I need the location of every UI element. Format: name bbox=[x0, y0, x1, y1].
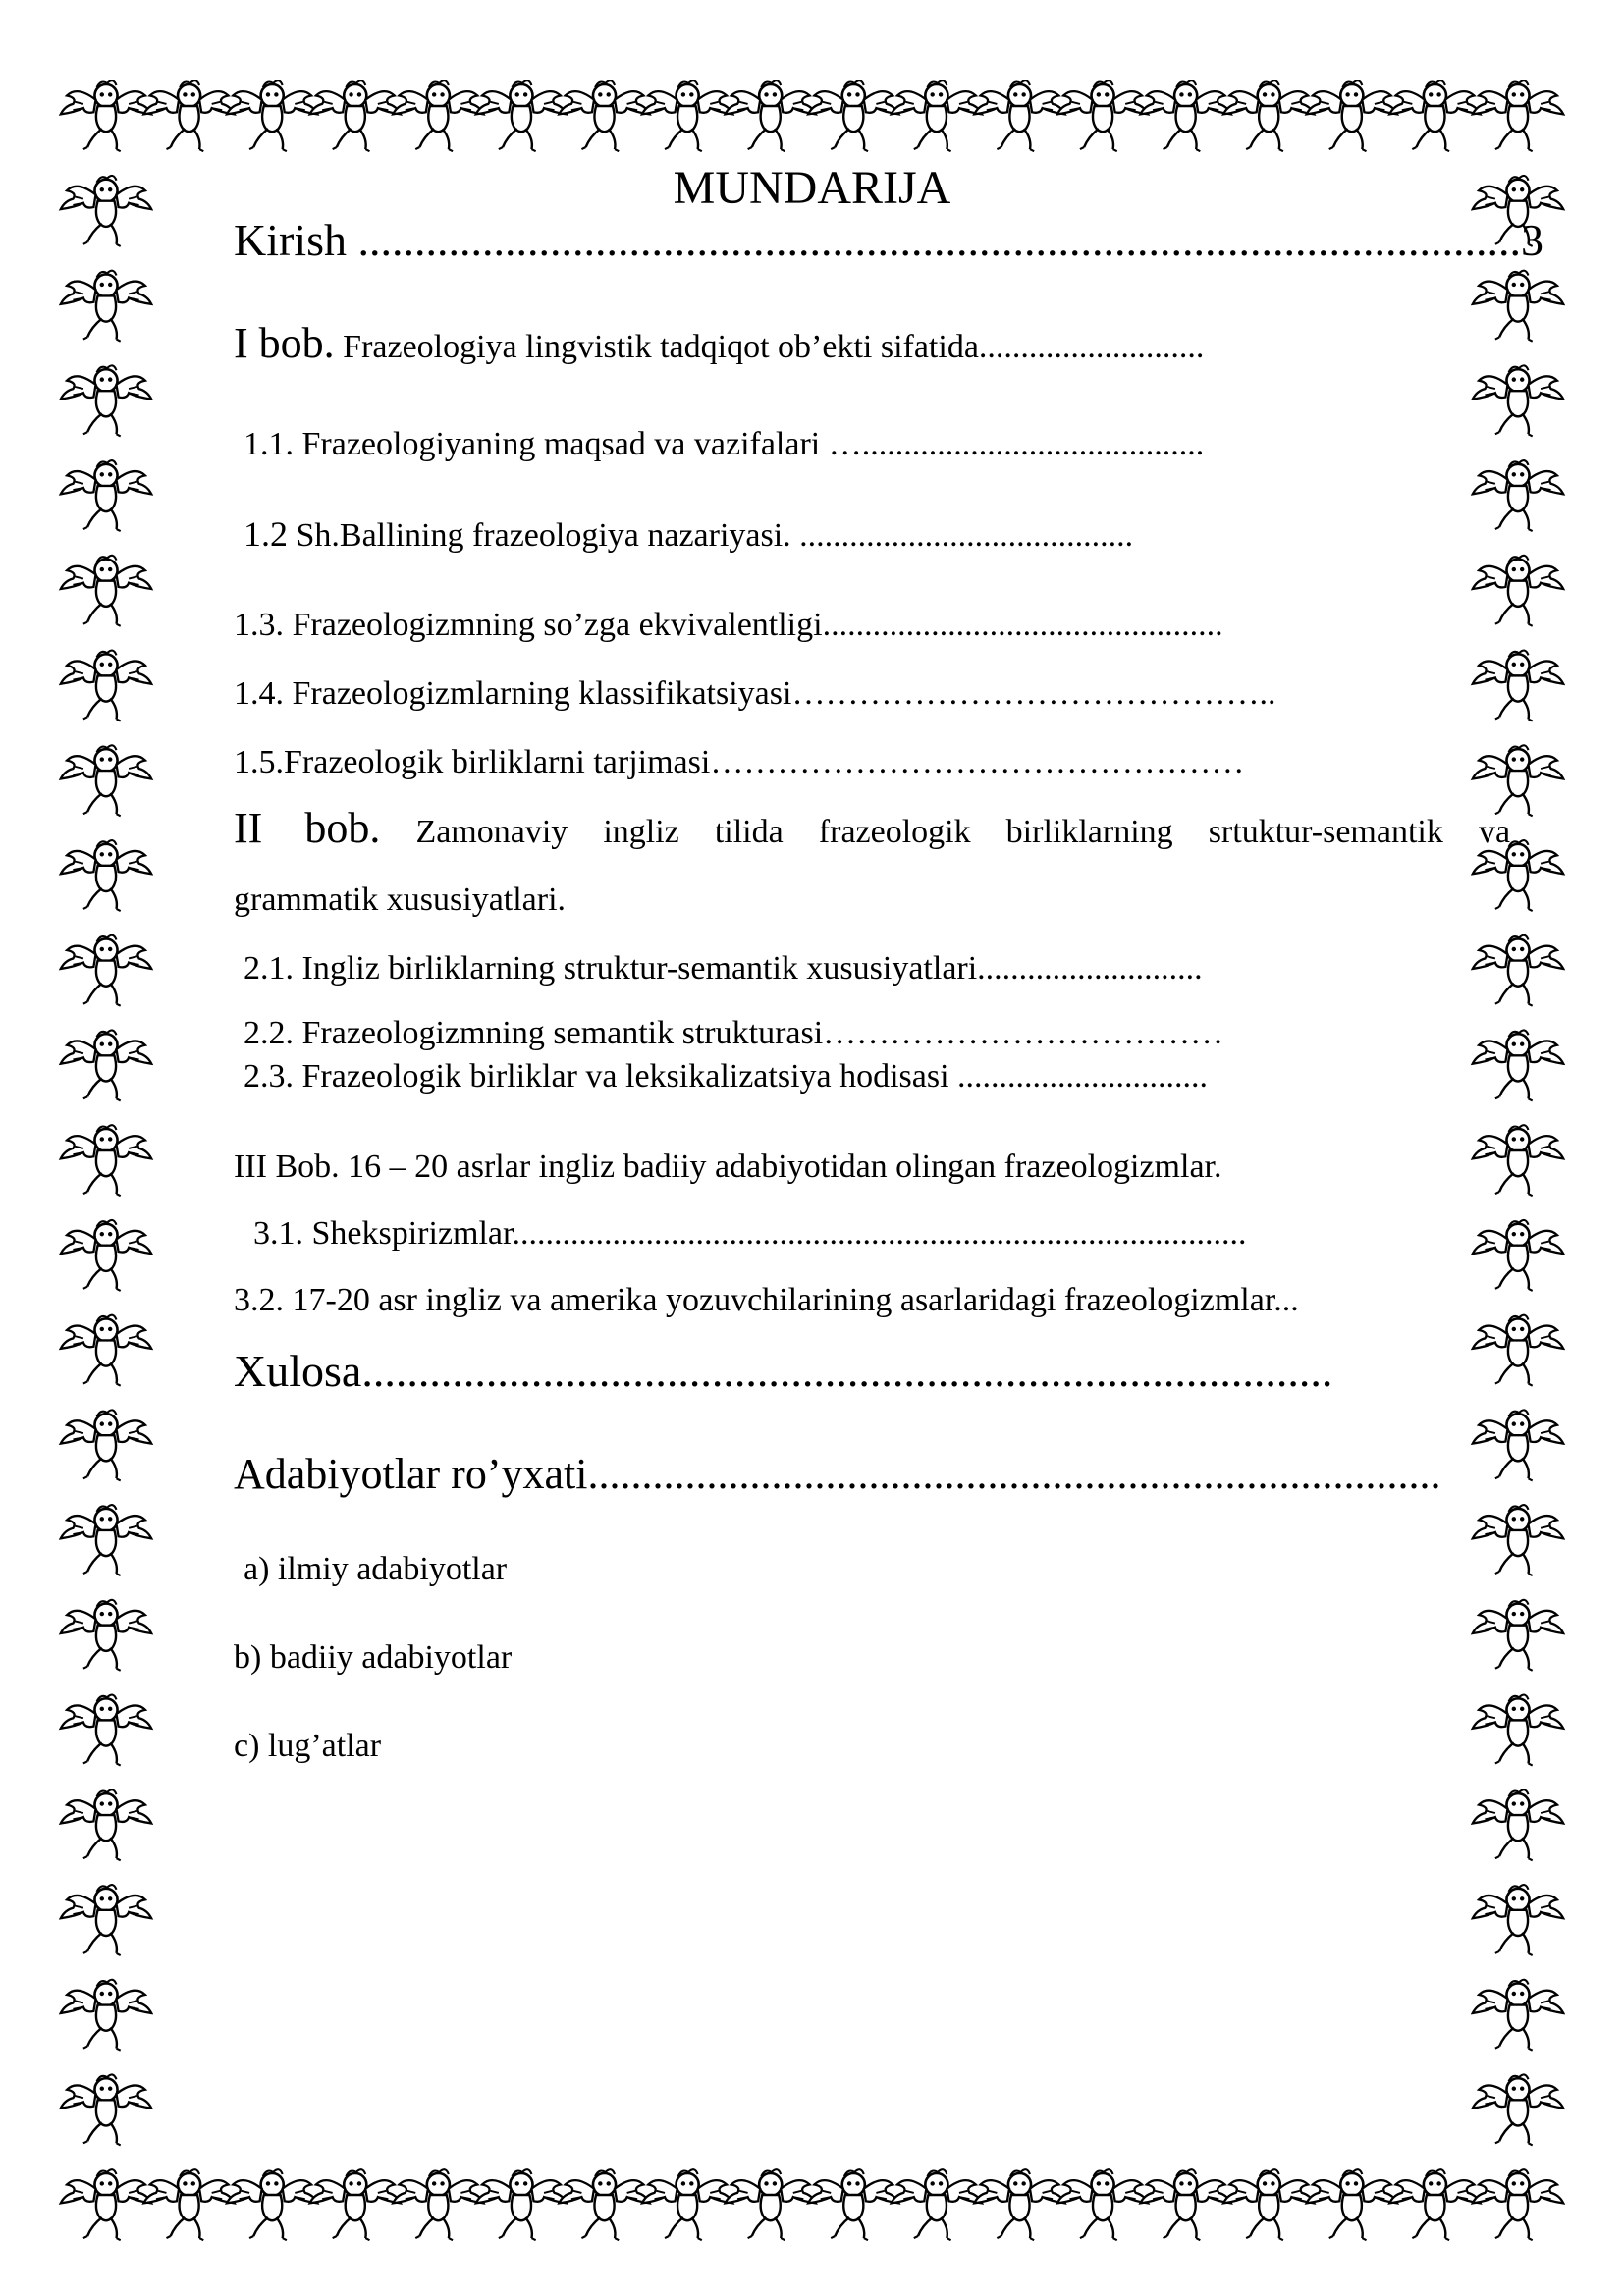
cherub-icon bbox=[1473, 1410, 1563, 1480]
cherub-icon bbox=[559, 80, 649, 151]
cherub-icon bbox=[61, 840, 151, 911]
toc-entry-1-2 bbox=[244, 516, 1133, 553]
cherub-icon bbox=[1140, 2169, 1230, 2240]
toc-entry-1-4: 1.4. Frazeologizmlarning klassifikatsiyasi…………………………………….. bbox=[234, 675, 1276, 712]
cherub-icon bbox=[310, 80, 401, 151]
cherub-icon bbox=[726, 2169, 816, 2240]
toc-entry-xulosa: Xulosa...................................................................................... bbox=[234, 1346, 1333, 1396]
cherub-icon bbox=[1473, 1220, 1563, 1291]
cherub-icon bbox=[1473, 1315, 1563, 1386]
toc-entry-chapter-2-continued: grammatik xususiyatlari. bbox=[234, 881, 567, 918]
cherub-icon bbox=[1057, 2169, 1148, 2240]
cherub-icon bbox=[1389, 2169, 1480, 2240]
cherub-icon bbox=[1473, 2169, 1563, 2240]
toc-chapter-word: ingliz bbox=[603, 814, 679, 850]
toc-chapter-label: I bob. bbox=[234, 319, 335, 367]
cherub-icon bbox=[143, 2169, 234, 2240]
cherub-icon bbox=[1473, 460, 1563, 531]
cherub-icon bbox=[227, 2169, 317, 2240]
cherub-icon bbox=[1473, 1789, 1563, 1860]
cherub-icon bbox=[393, 2169, 483, 2240]
cherub-icon bbox=[1473, 365, 1563, 436]
toc-entry-chapter-3: III Bob. 16 – 20 asrlar ingliz badiiy adabiyotidan olingan frazeologizmlar. bbox=[234, 1148, 1222, 1185]
cherub-icon bbox=[1473, 1030, 1563, 1100]
toc-entry-bibliography-a: a) ilmiy adabiyotlar bbox=[244, 1551, 508, 1587]
cherub-icon bbox=[61, 1505, 151, 1575]
toc-entry-label: Kirish bbox=[234, 215, 347, 265]
toc-chapter-word: Zamonaviy bbox=[415, 814, 568, 850]
toc-entry-1-5: 1.5.Frazeologik birliklarni tarjimasi………………………………………… bbox=[234, 744, 1245, 780]
toc-entry-chapter-1 bbox=[234, 319, 1205, 367]
toc-chapter-word: birliklarning bbox=[1005, 814, 1173, 850]
cherub-icon bbox=[642, 80, 732, 151]
toc-chapter-word: frazeologik bbox=[818, 814, 971, 850]
cherub-icon bbox=[227, 80, 317, 151]
cherub-icon bbox=[310, 2169, 401, 2240]
cherub-icon bbox=[143, 80, 234, 151]
cherub-icon bbox=[61, 2169, 151, 2240]
cherub-icon bbox=[1473, 80, 1563, 151]
cherub-icon bbox=[61, 1315, 151, 1386]
toc-entry-leader: ....................................................................................................... bbox=[347, 215, 1521, 265]
cherub-icon bbox=[1307, 80, 1397, 151]
cherub-icon bbox=[1057, 80, 1148, 151]
toc-section-number: 1.2 bbox=[244, 514, 288, 554]
cherub-icon bbox=[61, 556, 151, 626]
cherub-icon bbox=[808, 80, 898, 151]
document-title: MUNDARIJA bbox=[673, 162, 951, 214]
cherub-icon bbox=[61, 80, 151, 151]
toc-chapter-title: Frazeologiya lingvistik tadqiqot ob’ekti sifatida........................... bbox=[334, 329, 1205, 365]
cherub-icon bbox=[61, 2074, 151, 2145]
toc-entry-chapter-2 bbox=[234, 804, 1511, 852]
cherub-icon bbox=[61, 1885, 151, 1955]
toc-entry-2-2: 2.2. Frazeologizmning semantik strukturasi……………………………… bbox=[244, 1015, 1224, 1051]
cherub-icon bbox=[642, 2169, 732, 2240]
cherub-icon bbox=[61, 460, 151, 531]
cherub-icon bbox=[1223, 2169, 1314, 2240]
toc-entry-3-1: 3.1. Shekspirizmlar........................................................................................ bbox=[253, 1215, 1247, 1252]
cherub-icon bbox=[61, 1030, 151, 1100]
cherub-icon bbox=[892, 2169, 982, 2240]
toc-section-title: Sh.Ballining frazeologiya nazariyasi. ........................................ bbox=[288, 517, 1134, 554]
toc-entry-page-number: 3 bbox=[1521, 215, 1543, 265]
cherub-icon bbox=[1140, 80, 1230, 151]
cherub-icon bbox=[1473, 1125, 1563, 1196]
cherub-icon bbox=[1473, 651, 1563, 721]
cherub-icon bbox=[1473, 1695, 1563, 1766]
toc-entry-1-1: 1.1. Frazeologiyaning maqsad va vazifalari …......................................... bbox=[244, 426, 1205, 462]
toc-chapter-word: srtuktur-semantik bbox=[1208, 814, 1443, 850]
toc-entry-bibliography: Adabiyotlar ro’yxati............................................................................... bbox=[234, 1450, 1441, 1498]
cherub-icon bbox=[61, 1695, 151, 1766]
cherub-icon bbox=[1473, 271, 1563, 342]
cherub-icon bbox=[61, 1789, 151, 1860]
toc-chapter-word: tilida bbox=[714, 814, 784, 850]
cherub-icon bbox=[1389, 80, 1480, 151]
cherub-icon bbox=[1473, 2074, 1563, 2145]
cherub-icon bbox=[1473, 935, 1563, 1006]
cherub-icon bbox=[808, 2169, 898, 2240]
cherub-icon bbox=[61, 1125, 151, 1196]
cherub-icon bbox=[559, 2169, 649, 2240]
cherub-icon bbox=[61, 1410, 151, 1480]
toc-entry-2-1: 2.1. Ingliz birliklarning struktur-semantik xususiyatlari........................... bbox=[244, 950, 1203, 987]
cherub-icon bbox=[1473, 745, 1563, 816]
cherub-icon bbox=[1473, 556, 1563, 626]
cherub-icon bbox=[892, 80, 982, 151]
cherub-icon bbox=[476, 2169, 567, 2240]
cherub-icon bbox=[61, 1980, 151, 2051]
toc-entry-bibliography-c: c) lug’atlar bbox=[234, 1728, 382, 1764]
cherub-icon bbox=[61, 745, 151, 816]
cherub-icon bbox=[974, 2169, 1064, 2240]
cherub-icon bbox=[393, 80, 483, 151]
cherub-icon bbox=[1473, 840, 1563, 911]
toc-entry-kirish bbox=[234, 215, 1543, 265]
cherub-icon bbox=[61, 271, 151, 342]
cherub-icon bbox=[1473, 1980, 1563, 2051]
cherub-icon bbox=[974, 80, 1064, 151]
cherub-icon bbox=[61, 935, 151, 1006]
toc-chapter-label: II bob. bbox=[234, 804, 381, 852]
cherub-icon bbox=[476, 80, 567, 151]
toc-entry-bibliography-b: b) badiiy adabiyotlar bbox=[234, 1639, 513, 1676]
cherub-icon bbox=[726, 80, 816, 151]
cherub-icon bbox=[1307, 2169, 1397, 2240]
cherub-icon bbox=[61, 1600, 151, 1671]
toc-entry-1-3: 1.3. Frazeologizmning so’zga ekvivalentligi................................................ bbox=[234, 607, 1223, 643]
toc-entry-2-3: 2.3. Frazeologik birliklar va leksikalizatsiya hodisasi .............................. bbox=[244, 1058, 1209, 1095]
cherub-icon bbox=[61, 1220, 151, 1291]
cherub-icon bbox=[1473, 1505, 1563, 1575]
toc-entry-3-2: 3.2. 17-20 asr ingliz va amerika yozuvchilarining asarlaridagi frazeologizmlar... bbox=[234, 1282, 1299, 1318]
toc-chapter-word: va bbox=[1478, 814, 1511, 850]
cherub-icon bbox=[61, 651, 151, 721]
cherub-icon bbox=[61, 365, 151, 436]
cherub-icon bbox=[1473, 1885, 1563, 1955]
cherub-icon bbox=[1223, 80, 1314, 151]
cherub-icon bbox=[1473, 1600, 1563, 1671]
